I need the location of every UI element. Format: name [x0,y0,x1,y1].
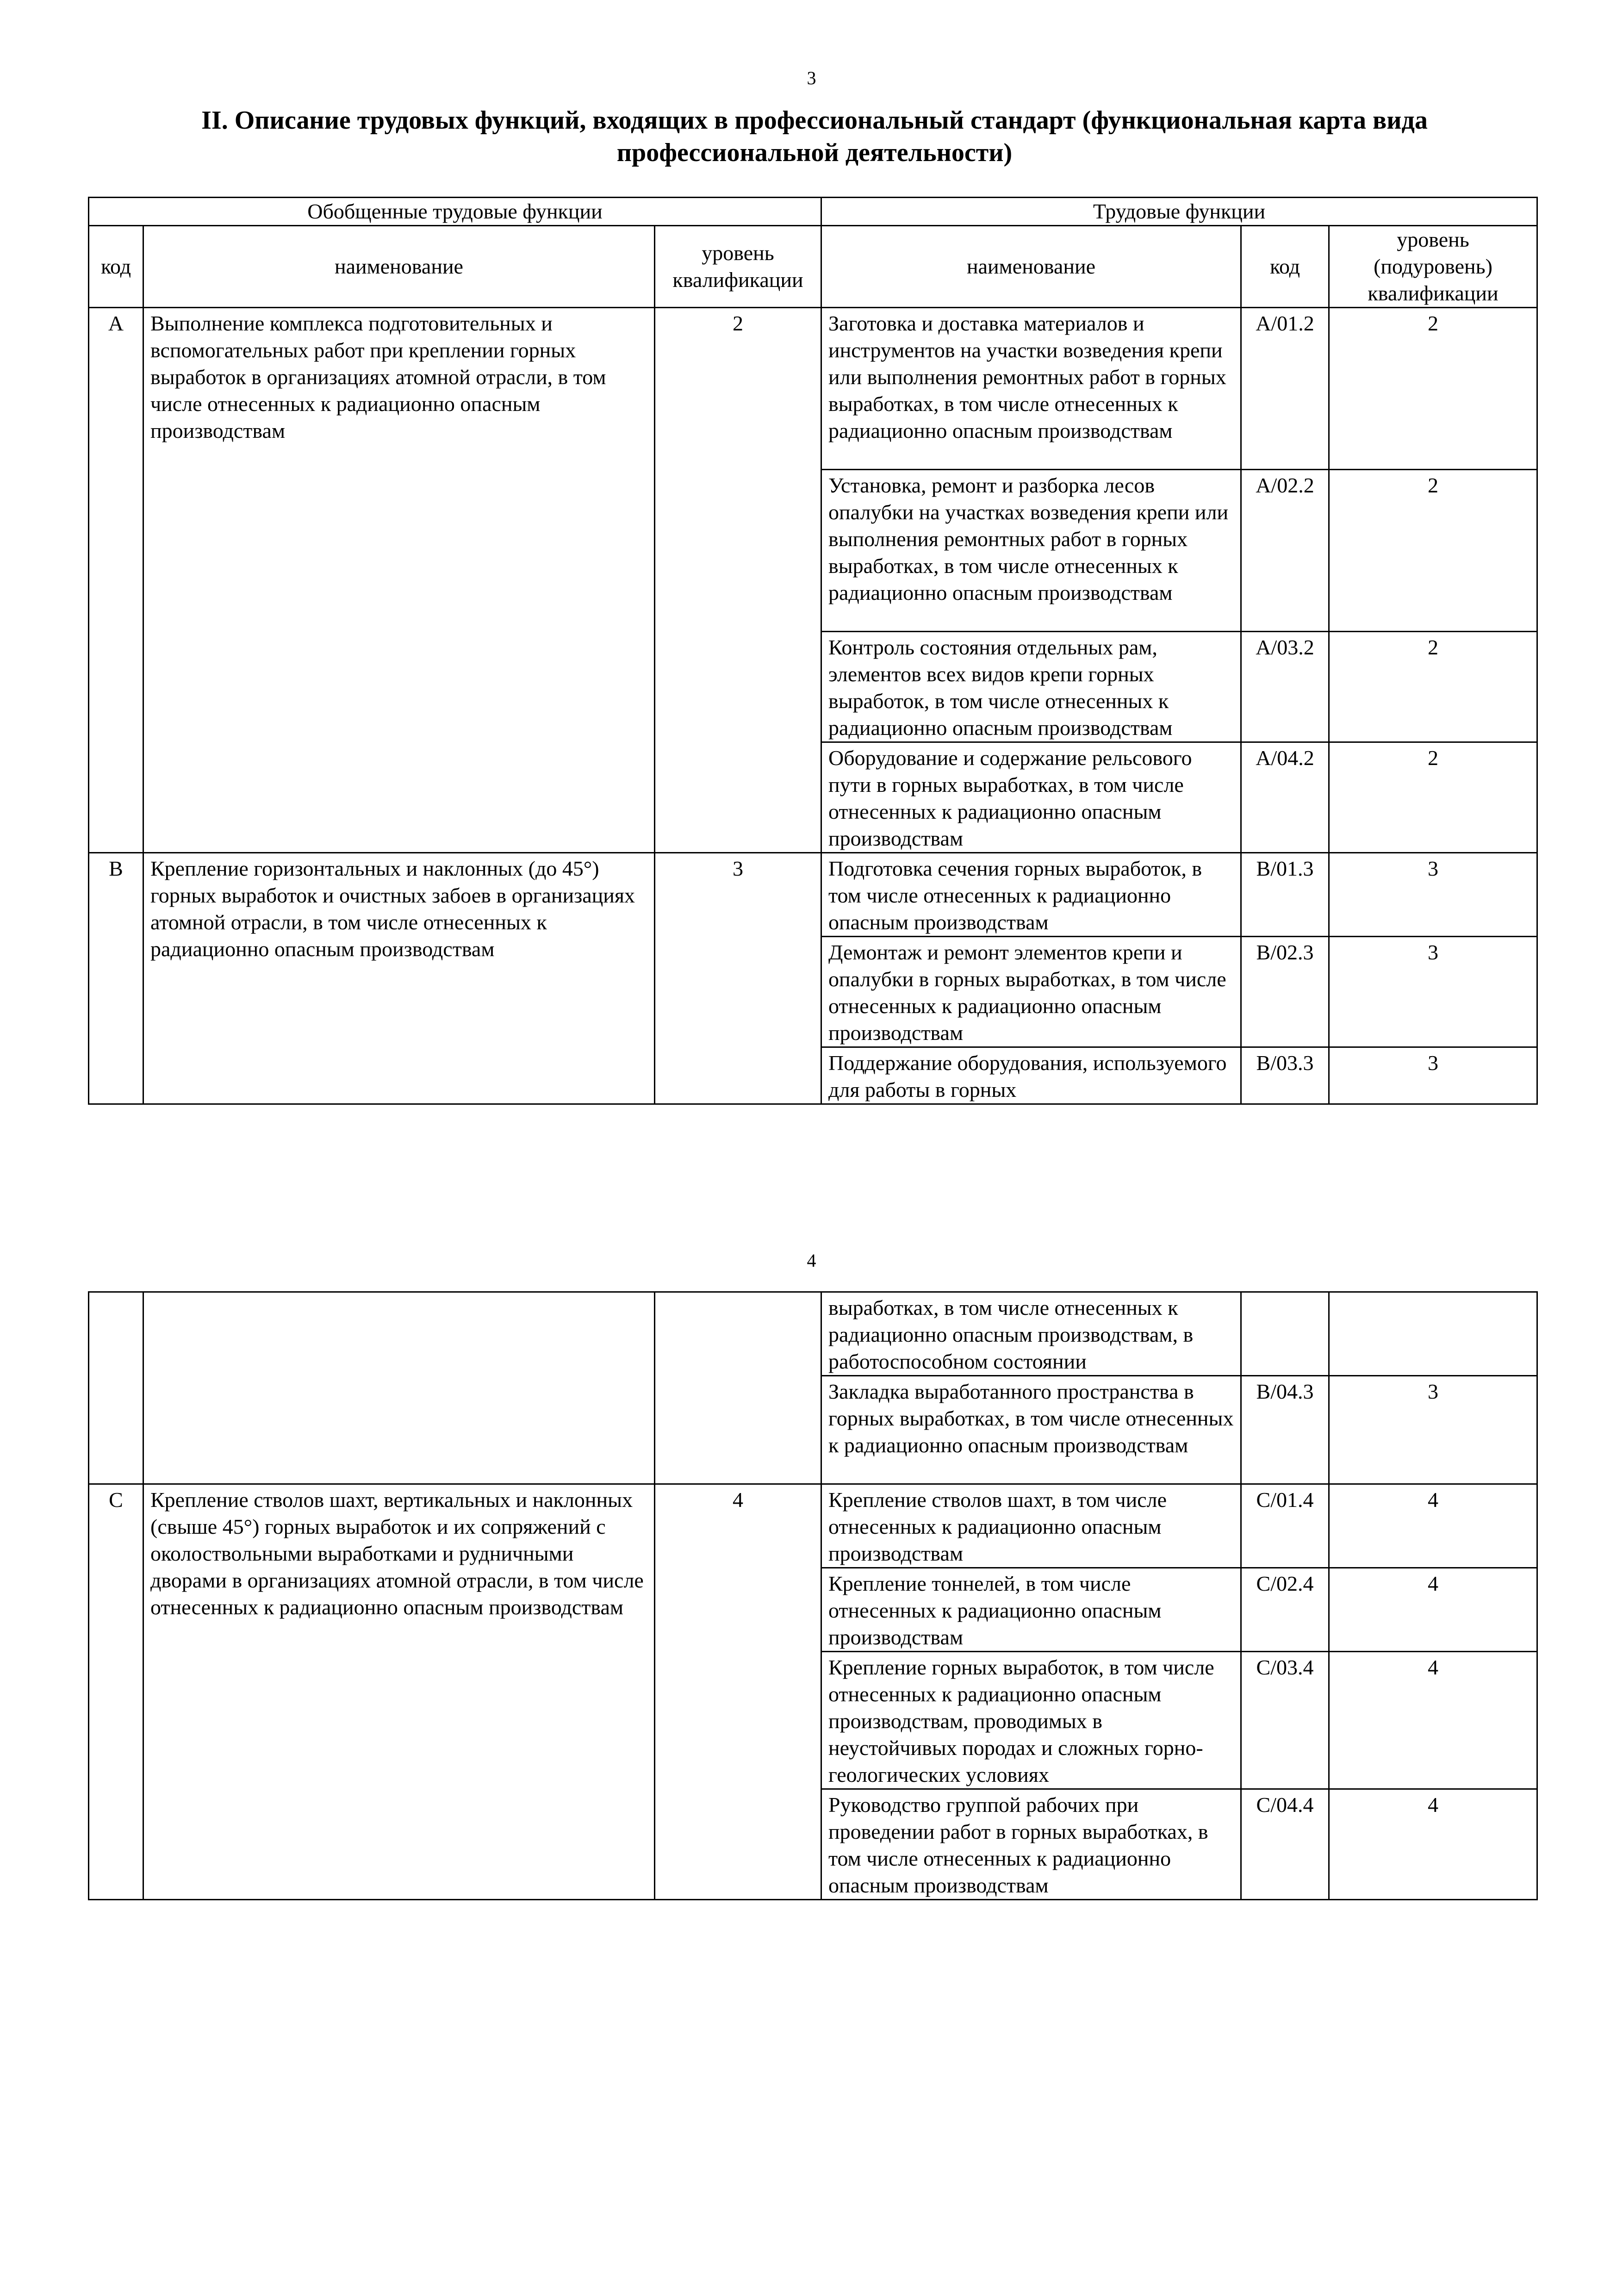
page-number: 4 [807,1250,816,1271]
function-name: Контроль состояния отдельных рам, элементов всех видов крепи горных выработок, в том числе отнесенных к радиационно опасным производствам [821,632,1241,742]
code-column-header: код [89,226,143,308]
function-name-continued: выработках, в том числе отнесенных к радиационно опасным производствам, в работоспособном состоянии [821,1292,1241,1376]
function-name: Демонтаж и ремонт элементов крепи и опалубки в горных выработках, в том числе отнесенных к радиационно опасным производствам [821,937,1241,1047]
function-code: A/02.2 [1241,470,1329,632]
function-name: Подготовка сечения горных выработок, в том числе отнесенных к радиационно опасным производствам [821,853,1241,937]
function-code: B/02.3 [1241,937,1329,1047]
function-code-continued [1241,1292,1329,1376]
group-code: C [89,1484,143,1900]
function-name: Крепление стволов шахт, в том числе отнесенных к радиационно опасным производствам [821,1484,1241,1568]
group-level: 4 [655,1484,821,1900]
function-name: Оборудование и содержание рельсового пути в горных выработках, в том числе отнесенных к радиационно опасным производствам [821,742,1241,853]
group-level: 3 [655,853,821,1104]
function-level: 3 [1329,1376,1537,1484]
name-column-header: наименование [143,226,655,308]
function-level: 4 [1329,1789,1537,1900]
function-level: 3 [1329,937,1537,1047]
function-name: Руководство группой рабочих при проведении работ в горных выработках, в том числе отнесенных к радиационно опасным производствам [821,1789,1241,1900]
function-code: C/03.4 [1241,1652,1329,1789]
function-code: C/01.4 [1241,1484,1329,1568]
function-code: B/01.3 [1241,853,1329,937]
qualification-header-line-2: квалификации [672,268,803,292]
functional-map-table-page-2 [88,1291,1538,1900]
function-code: C/02.4 [1241,1568,1329,1652]
qualification-header-line-1: уровень [702,241,774,265]
function-level: 3 [1329,853,1537,937]
function-code: A/03.2 [1241,632,1329,742]
group-name: Крепление стволов шахт, вертикальных и наклонных (свыше 45°) горных выработок и их сопряжений с околоствольными выработками и рудничными дворами в организациях атомной отрасли, в том числе отнесенных к радиационно опасным производствам [143,1484,655,1900]
table-row [89,853,1537,937]
function-name: Крепление горных выработок, в том числе отнесенных к радиационно опасным производствам, проводимых в неустойчивых породах и сложных горно-геологических условиях [821,1652,1241,1789]
group-level: 2 [655,308,821,853]
group-code: B [89,853,143,1104]
function-name: Крепление тоннелей, в том числе отнесенных к радиационно опасным производствам [821,1568,1241,1652]
function-name: Закладка выработанного пространства в горных выработках, в том числе отнесенных к радиационно опасным производствам [821,1376,1241,1484]
function-name: Заготовка и доставка материалов и инструментов на участки возведения крепи или выполнения ремонтных работ в горных выработках, в том числе отнесенных к радиационно опасным производствам [821,308,1241,470]
continued-group-level [655,1292,821,1484]
function-level-continued [1329,1292,1537,1376]
function-level: 2 [1329,308,1537,470]
function-code-column-header: код [1241,226,1329,308]
group-name: Выполнение комплекса подготовительных и вспомогательных работ при креплении горных выработок в организациях атомной отрасли, в том числе отнесенных к радиационно опасным производствам [143,308,655,853]
function-code: C/04.4 [1241,1789,1329,1900]
heading-line-2: профессиональной деятельности) [616,138,1013,167]
function-code: A/04.2 [1241,742,1329,853]
function-level: 4 [1329,1568,1537,1652]
sublevel-column-header [1329,226,1537,308]
continued-group-code [89,1292,143,1484]
function-level: 2 [1329,470,1537,632]
group-code: A [89,308,143,853]
functional-map-table-page-1 [88,197,1538,1105]
heading-line-1: II. Описание трудовых функций, входящих в профессиональный стандарт (функциональная карта вида [201,106,1428,135]
function-code: B/04.3 [1241,1376,1329,1484]
sublevel-header-line-2: (подуровень) [1374,255,1492,278]
table-row [89,1292,1537,1376]
function-level: 4 [1329,1484,1537,1568]
function-name: Поддержание оборудования, используемого для работы в горных [821,1047,1241,1104]
function-name: Установка, ремонт и разборка лесов опалубки на участках возведения крепи или выполнения ремонтных работ в горных выработках, в том числе отнесенных к радиационно опасным производствам [821,470,1241,632]
table-row [89,1484,1537,1568]
sublevel-header-line-3: квалификации [1368,281,1499,305]
function-name-column-header: наименование [821,226,1241,308]
function-level: 4 [1329,1652,1537,1789]
table-row [89,308,1537,470]
group-name: Крепление горизонтальных и наклонных (до 45°) горных выработок и очистных забоев в организациях атомной отрасли, в том числе отнесенных к радиационно опасным производствам [143,853,655,1104]
labor-functions-header: Трудовые функции [821,198,1537,226]
function-level: 3 [1329,1047,1537,1104]
generalized-functions-header: Обобщенные трудовые функции [89,198,821,226]
qualification-column-header [655,226,821,308]
section-heading [120,104,1509,169]
sublevel-header-line-1: уровень [1397,228,1469,251]
function-level: 2 [1329,742,1537,853]
function-code: A/01.2 [1241,308,1329,470]
continued-group-name [143,1292,655,1484]
function-level: 2 [1329,632,1537,742]
page-number: 3 [807,68,816,88]
function-code: B/03.3 [1241,1047,1329,1104]
